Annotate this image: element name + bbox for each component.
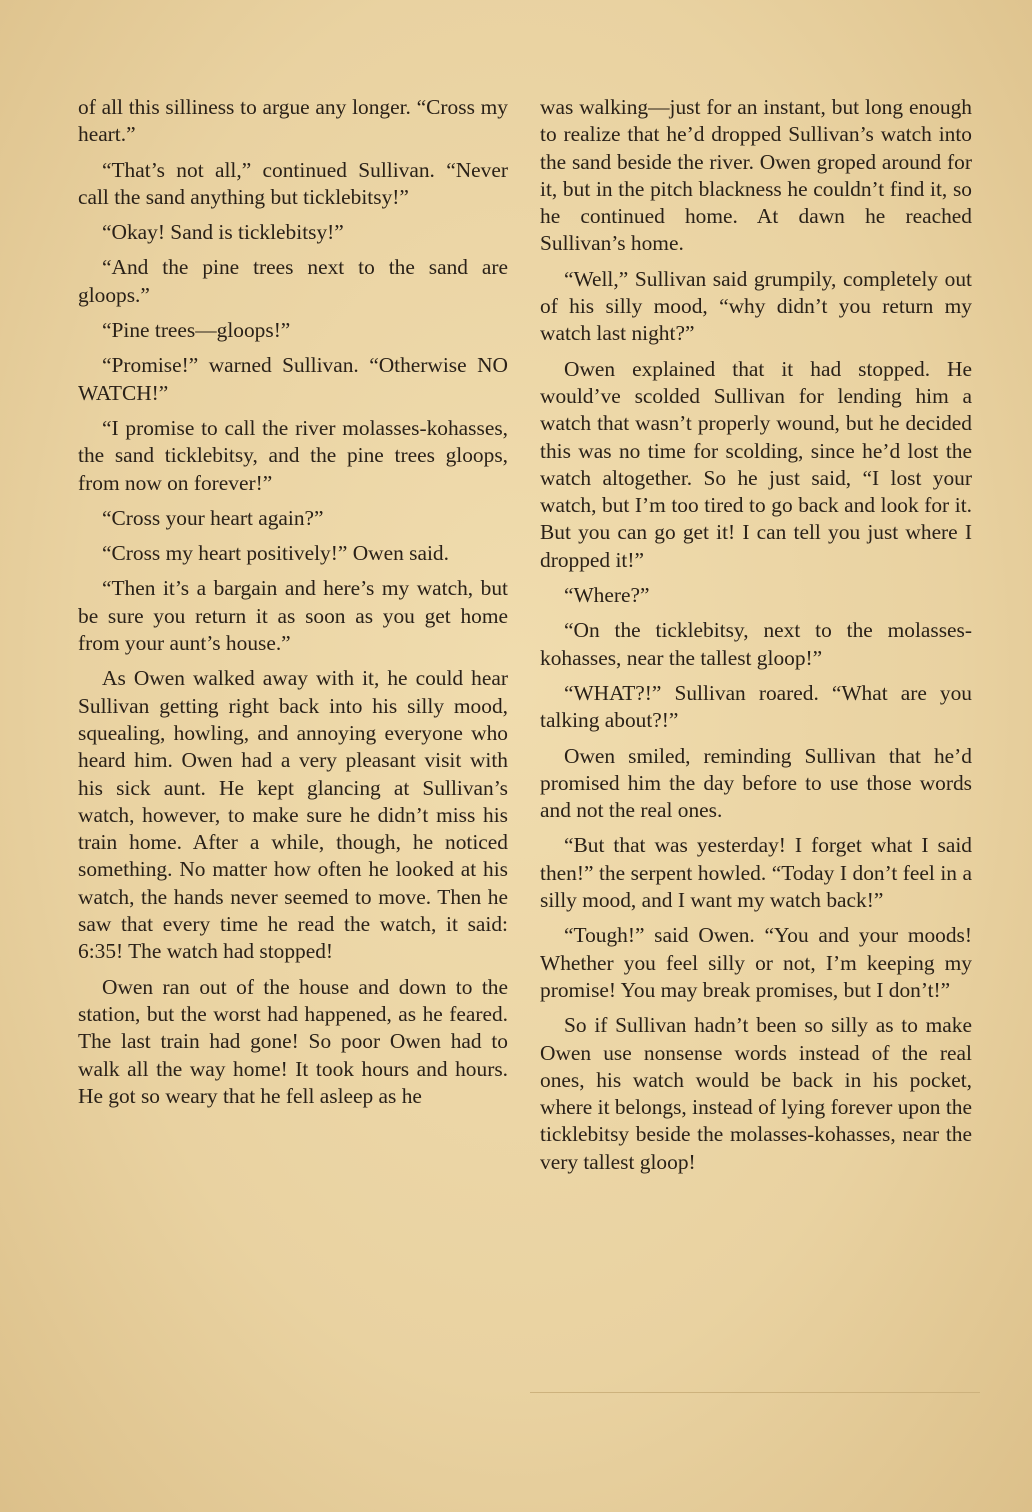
paragraph: “Okay! Sand is ticklebitsy!” bbox=[102, 220, 344, 245]
right-column bbox=[540, 94, 972, 1184]
paragraph: “Where?” bbox=[564, 583, 650, 608]
paragraph: “WHAT?!” Sullivan roared. “What are you talking about?!” bbox=[540, 680, 972, 733]
paragraph: “Cross my heart positively!” Owen said. bbox=[102, 541, 449, 566]
paragraph: “But that was yesterday! I forget what I said then!” the serpent howled. “Today I don’t feel in a silly mood, and I want my watch back!” bbox=[540, 833, 972, 913]
paragraph: of all this silliness to argue any longer. “Cross my heart.” bbox=[78, 95, 508, 147]
paragraph: So if Sullivan hadn’t been so silly as to make Owen use nonsense words instead of the real ones, his watch would be back in his pocket, where it belongs, instead of lying forever upon the ticklebitsy beside the molasses-kohasses, near the very tallest gloop! bbox=[540, 1013, 972, 1174]
paragraph: “Promise!” warned Sullivan. “Otherwise NO WATCH!” bbox=[78, 353, 508, 405]
paragraph: “That’s not all,” continued Sullivan. “Never call the sand anything but ticklebitsy!” bbox=[78, 157, 508, 209]
paragraph: “Tough!” said Owen. “You and your moods! Whether you feel silly or not, I’m keeping my promise! You may break promises, but I don’t!” bbox=[540, 923, 972, 1002]
paragraph: “I promise to call the river molasses-kohasses, the sand ticklebitsy, and the pine trees gloops, from now on forever!” bbox=[78, 415, 508, 495]
paragraph: “Cross your heart again?” bbox=[102, 505, 324, 530]
paragraph: “Well,” Sullivan said grumpily, completely out of his silly mood, “why didn’t you return my watch last night?” bbox=[540, 266, 972, 346]
bottom-divider bbox=[530, 1392, 980, 1393]
left-column bbox=[78, 94, 508, 1118]
paragraph: Owen explained that it had stopped. He would’ve scolded Sullivan for lending him a watch that wasn’t properly wound, but he decided this was no time for scolding, since he’d lost the watch altogether. So he just said, “I lost your watch, but I’m too tired to go back and look for it. But you can go get it! I can tell you just where I dropped it!” bbox=[540, 356, 972, 572]
paragraph: was walking—just for an instant, but long enough to realize that he’d dropped Sullivan’s watch into the sand beside the river. Owen groped around for it, but in the pitch blackness he couldn’t find it, so he continued home. At dawn he reached Sullivan’s home. bbox=[540, 95, 972, 256]
paragraph: As Owen walked away with it, he could hear Sullivan getting right back into his silly mood, squealing, howling, and annoying everyone who heard him. Owen had a very pleasant visit with his sick aunt. He kept glancing at Sullivan’s watch, however, to make sure he didn’t miss his train home. After a while, though, he noticed something. No matter how often he looked at his watch, the hands never seemed to move. Then he saw that every time he read the watch, it said: 6:35! The watch had stopped! bbox=[78, 666, 508, 964]
paragraph: “And the pine trees next to the sand are gloops.” bbox=[78, 255, 508, 307]
paragraph: “Pine trees—gloops!” bbox=[102, 318, 291, 343]
paragraph: “On the ticklebitsy, next to the molasses-kohasses, near the tallest gloop!” bbox=[540, 618, 972, 670]
paragraph: “Then it’s a bargain and here’s my watch, but be sure you return it as soon as you get home from your aunt’s house.” bbox=[78, 576, 508, 656]
paragraph: Owen smiled, reminding Sullivan that he’d promised him the day before to use those words and not the real ones. bbox=[540, 743, 972, 823]
paragraph: Owen ran out of the house and down to the station, but the worst had happened, as he feared. The last train had gone! So poor Owen had to walk all the way home! It took hours and hours. He got so weary that he fell asleep as he bbox=[78, 974, 508, 1108]
